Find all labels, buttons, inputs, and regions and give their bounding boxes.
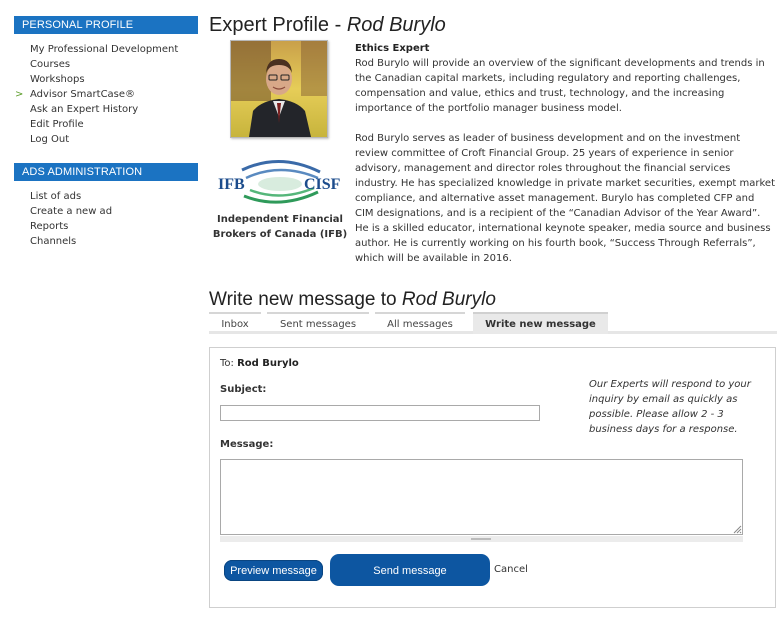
ads-administration-menu (14, 189, 198, 249)
sidebar-item-label: Channels (30, 236, 77, 247)
bio-paragraph: Rod Burylo will provide an overview of the significant developments and trends in the Canadian capital markets, including regulatory and reporting challenges, compensation and value, ethics and trust, technology, and the increasing importance of the portfolio manager business model. (355, 58, 765, 114)
expert-role: Ethics Expert (355, 43, 430, 54)
to-line (220, 358, 299, 369)
personal-profile-menu (14, 42, 198, 147)
sidebar-item-label: Log Out (30, 134, 70, 145)
sidebar-item-label: Advisor SmartCase® (30, 89, 136, 100)
send-message-button[interactable]: Send message (330, 554, 490, 586)
sidebar-item-professional-development[interactable] (14, 42, 198, 57)
preview-message-button[interactable]: Preview message (224, 560, 323, 581)
sidebar-item-label: Edit Profile (30, 119, 84, 130)
textarea-resize-handle[interactable] (220, 536, 743, 542)
tab-all-messages[interactable]: All messages (375, 312, 465, 332)
sidebar-item-label: Courses (30, 59, 71, 70)
sidebar-item-label: Ask an Expert History (30, 104, 139, 115)
personal-profile-heading: PERSONAL PROFILE (14, 16, 198, 34)
sidebar-item-reports[interactable] (14, 219, 198, 234)
response-time-note: Our Experts will respond to your inquiry by email as quickly as possible. Please allow 2 - 3 business days for a response. (589, 379, 751, 435)
organization-name: Independent Financial Brokers of Canada (IFB) (212, 214, 348, 240)
tab-write-new-message[interactable]: Write new message (473, 312, 608, 334)
ifb-cisf-logo (214, 158, 344, 210)
resize-handle-icon (471, 538, 491, 540)
message-textarea[interactable] (220, 459, 743, 535)
sidebar-item-channels[interactable] (14, 234, 198, 249)
message-tabs (209, 312, 777, 336)
sidebar-item-label: Workshops (30, 74, 85, 85)
message-title-prefix: Write new message to (209, 289, 402, 310)
sidebar-item-ask-expert-history[interactable] (14, 102, 198, 117)
subject-label: Subject: (220, 384, 267, 395)
message-recipient-name: Rod Burylo (401, 289, 496, 310)
expert-bio (355, 41, 775, 266)
sidebar-item-label: List of ads (30, 191, 82, 202)
message-section-title (209, 289, 496, 311)
sidebar-item-courses[interactable] (14, 57, 198, 72)
subject-input[interactable] (220, 405, 540, 421)
cancel-link[interactable]: Cancel (494, 564, 528, 575)
resize-grip-icon[interactable] (732, 524, 742, 534)
to-value: Rod Burylo (237, 358, 299, 369)
sidebar-item-workshops[interactable] (14, 72, 198, 87)
sidebar-item-log-out[interactable] (14, 132, 198, 147)
sidebar-item-label: Create a new ad (30, 206, 113, 217)
page-title-prefix: Expert Profile - (209, 14, 347, 36)
to-label: To: (220, 358, 234, 369)
sidebar-item-edit-profile[interactable] (14, 117, 198, 132)
sidebar-item-label: My Professional Development (30, 44, 179, 55)
sidebar-item-label: Reports (30, 221, 69, 232)
message-label: Message: (220, 439, 274, 450)
sidebar-item-list-of-ads[interactable] (14, 189, 198, 204)
sidebar-item-advisor-smartcase[interactable] (14, 87, 198, 102)
expert-photo (230, 40, 328, 138)
expert-name: Rod Burylo (346, 14, 446, 36)
tab-sent-messages[interactable]: Sent messages (267, 312, 369, 332)
org-logo-right-text: CISF (304, 176, 341, 193)
chevron-right-icon: > (15, 89, 24, 100)
bio-paragraph: Rod Burylo serves as leader of business development and on the investment review committee of Croft Financial Group. 25 years of experience in senior advisory, management and director roles throughout the financial services industry. He has specialized knowledge in private market securities, exempt market compliance, and alternative asset management. Burylo has completed CFP and CIM designations, and is a recipient of the “Canadian Advisor of the Year Award”. He is a skilled educator, international keynote speaker, media source and business author. He is currently working on his fourth book, “Success Through Referrals”, which will be available in 2016. (355, 133, 775, 264)
tab-inbox[interactable]: Inbox (209, 312, 261, 332)
sidebar-item-create-ad[interactable] (14, 204, 198, 219)
org-logo-left-text: IFB (218, 176, 245, 193)
page-title (209, 13, 446, 37)
ads-administration-heading: ADS ADMINISTRATION (14, 163, 198, 181)
